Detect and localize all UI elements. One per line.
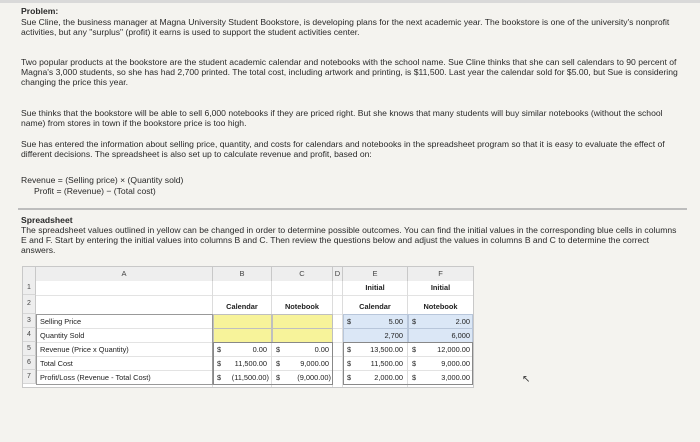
currency-symbol: $: [412, 345, 417, 354]
currency-symbol: $: [217, 373, 222, 382]
initial-calendar-price[interactable]: 5.00: [388, 317, 403, 326]
calendar-revenue[interactable]: 0.00: [252, 345, 267, 354]
column-header-a[interactable]: A: [36, 267, 213, 281]
row-header-1[interactable]: 1: [23, 281, 36, 295]
column-header-b[interactable]: B: [213, 267, 272, 281]
calendar-price-input[interactable]: [213, 314, 272, 329]
initial-calendar-header[interactable]: Calendar: [359, 302, 391, 311]
notebook-price-input[interactable]: [272, 314, 333, 329]
initial-notebook-total-cost[interactable]: 9,000.00: [441, 359, 470, 368]
spreadsheet-grid: [22, 266, 474, 388]
revenue-formula: Revenue = (Selling price) × (Quantity sold): [21, 175, 184, 185]
currency-symbol: $: [217, 359, 222, 368]
initial-notebook-price[interactable]: 2.00: [455, 317, 470, 326]
problem-paragraph-1: Sue Cline, the business manager at Magna University Student Bookstore, is developing plans for the next academic year. The bookstore is one of the university's nonprofit activities, but any "surplus" (profit) it earns is used to support the student activities center.: [21, 17, 670, 38]
mouse-cursor-icon: ↖: [522, 374, 531, 385]
row-header-7[interactable]: 7: [23, 370, 36, 384]
calendar-header[interactable]: Calendar: [226, 302, 258, 311]
spreadsheet-heading: Spreadsheet: [21, 215, 73, 225]
profit-formula: Profit = (Revenue) − (Total cost): [34, 186, 156, 196]
notebook-quantity-input[interactable]: [272, 328, 333, 343]
notebook-total-cost[interactable]: 9,000.00: [300, 359, 329, 368]
initial-notebook-quantity[interactable]: 6,000: [451, 331, 470, 340]
row-header-5[interactable]: 5: [23, 342, 36, 356]
quantity-sold-label[interactable]: Quantity Sold: [40, 331, 85, 340]
currency-symbol: $: [347, 317, 352, 326]
profit-loss-label[interactable]: Profit/Loss (Revenue - Total Cost): [40, 373, 151, 382]
revenue-label[interactable]: Revenue (Price x Quantity): [40, 345, 129, 354]
problem-paragraph-4: Sue has entered the information about selling price, quantity, and costs for calendars and notebooks in the spreadsheet program so that it is easy to evaluate the effect of different decisions. The spreadsheet is also set up to calculate revenue and profit, based on:: [21, 139, 665, 160]
initial-calendar-revenue[interactable]: 13,500.00: [370, 345, 403, 354]
currency-symbol: $: [412, 359, 417, 368]
spreadsheet-intro: The spreadsheet values outlined in yellow can be changed in order to determine possible outcomes. You can find the initial values in the corresponding blue cells in columns E and F. Start by entering the initial values into columns B and C. Then review the questions below and adjust the values in columns B and C to determine the correct answers.: [21, 225, 677, 256]
calendar-profit-loss[interactable]: (11,500.00): [231, 373, 269, 382]
initial-header-e[interactable]: Initial: [365, 283, 385, 292]
calendar-quantity-input[interactable]: [213, 328, 272, 343]
column-header-c[interactable]: C: [272, 267, 333, 281]
initial-notebook-header[interactable]: Notebook: [423, 302, 458, 311]
notebook-header[interactable]: Notebook: [284, 302, 320, 311]
corner-cell[interactable]: [23, 267, 36, 281]
column-header-d[interactable]: D: [333, 267, 343, 281]
notebook-profit-loss[interactable]: (9,000.00): [297, 373, 331, 382]
initial-notebook-revenue[interactable]: 12,000.00: [437, 345, 470, 354]
currency-symbol: $: [347, 345, 352, 354]
selling-price-label[interactable]: Selling Price: [40, 317, 82, 326]
currency-symbol: $: [217, 345, 222, 354]
initial-calendar-profit-loss[interactable]: 2,000.00: [374, 373, 403, 382]
column-header-f[interactable]: F: [408, 267, 473, 281]
problem-heading: Problem:: [21, 6, 59, 16]
top-border: [0, 0, 700, 3]
problem-paragraph-2: Two popular products at the bookstore are the student academic calendar and notebooks with the school name. Sue Cline thinks that she can sell calendars to 90 percent of Magna's 3,000 students, so she has had 2,700 printed. The total cost, including artwork and printing, is $11,500. Last year the calendar sold for $5.00, but Sue is considering changing the price this year.: [21, 57, 678, 88]
total-cost-label[interactable]: Total Cost: [40, 359, 73, 368]
currency-symbol: $: [276, 359, 281, 368]
problem-paragraph-3: Sue thinks that the bookstore will be able to sell 6,000 notebooks if they are priced right. But she knows that many students will buy similar notebooks (without the school name) from stores in town if the bookstore price is too high.: [21, 108, 663, 129]
initial-notebook-profit-loss[interactable]: 3,000.00: [441, 373, 470, 382]
initial-calendar-total-cost[interactable]: 11,500.00: [370, 359, 403, 368]
currency-symbol: $: [276, 373, 281, 382]
currency-symbol: $: [347, 373, 352, 382]
row-header-4[interactable]: 4: [23, 328, 36, 342]
currency-symbol: $: [412, 317, 417, 326]
initial-calendar-quantity[interactable]: 2,700: [384, 331, 403, 340]
currency-symbol: $: [412, 373, 417, 382]
calendar-total-cost[interactable]: 11,500.00: [234, 359, 267, 368]
section-divider: [18, 208, 687, 210]
initial-header-f[interactable]: Initial: [430, 283, 451, 292]
currency-symbol: $: [347, 359, 352, 368]
currency-symbol: $: [276, 345, 281, 354]
row-header-6[interactable]: 6: [23, 356, 36, 370]
column-header-e[interactable]: E: [343, 267, 408, 281]
notebook-revenue[interactable]: 0.00: [314, 345, 329, 354]
row-header-3[interactable]: 3: [23, 314, 36, 328]
row-header-2[interactable]: 2: [23, 295, 36, 314]
